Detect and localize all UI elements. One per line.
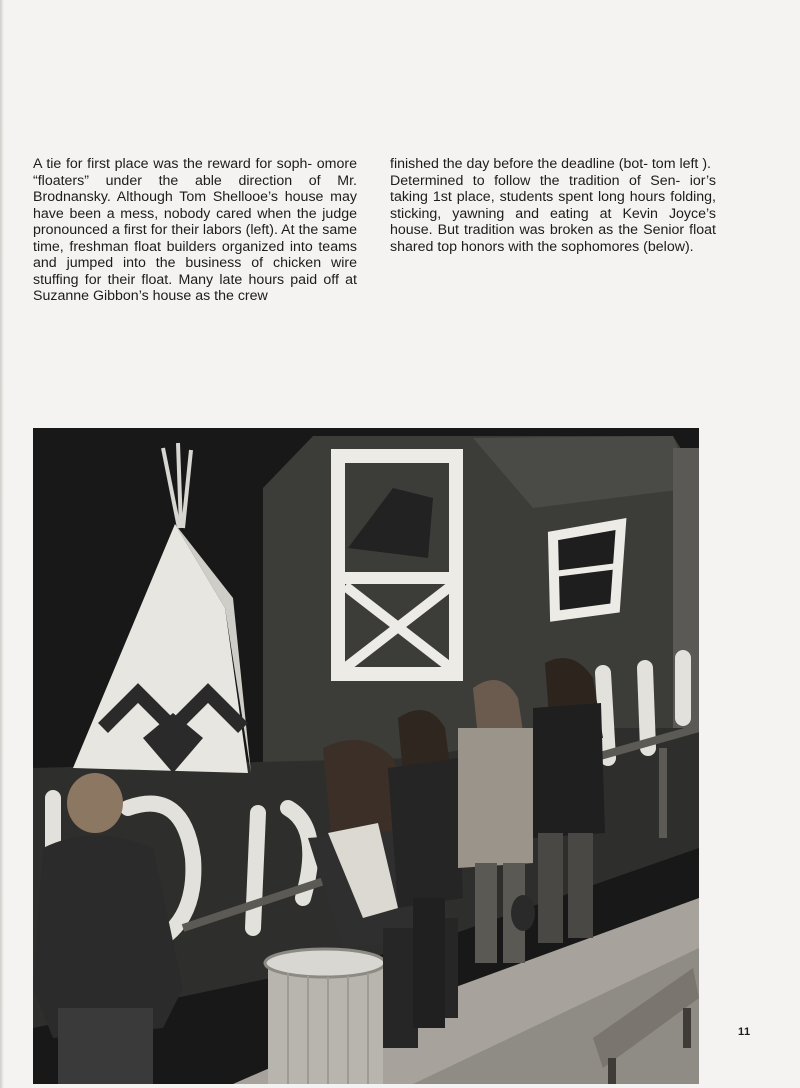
float-photograph [33, 428, 699, 1084]
float-window [553, 524, 621, 616]
trash-can [265, 949, 385, 1084]
paragraph-senior-float: Determined to follow the tradition of Sen- ior’s taking 1st place, students spent long hours folding, sticking, yawning and eating at Kevin Joyce’s house. But tradition was broken as the Senior float shared top honors with the sophomores (below). [390, 172, 716, 255]
text-column-right [390, 156, 716, 255]
paragraph-float-story: A tie for first place was the reward for soph- omore “floaters” under the able direction of Mr. Brodnansky. Although Tom Shellooe’s house may have been a mess, nobody cared when the judge pronounced a first for their labors (left). At the same time, freshman float builders organized into teams and jumped into the business of chicken wire stuffing for their float. Many late hours paid off at Suzanne Gibbon’s house as the crew [33, 156, 357, 304]
page-number: 11 [738, 1026, 751, 1038]
paragraph-continuation: finished the day before the deadline (bot- tom left ). [390, 156, 711, 172]
text-column-left [33, 156, 357, 305]
float-photo-illustration [33, 428, 699, 1084]
binding-edge [0, 0, 4, 1088]
